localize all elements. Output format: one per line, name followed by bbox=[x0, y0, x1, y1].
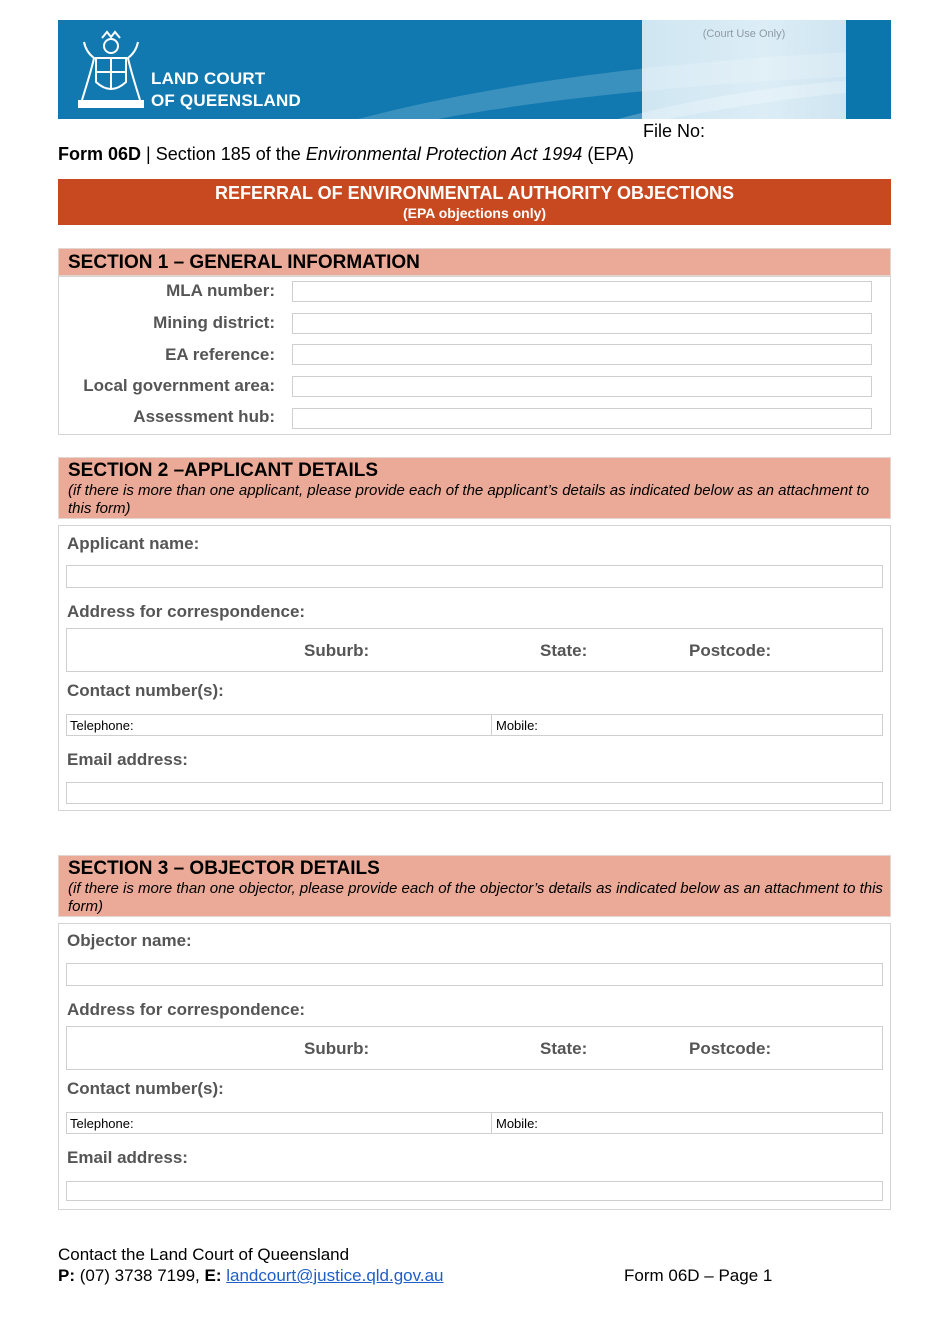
objector-address-label: Address for correspondence: bbox=[67, 1000, 306, 1019]
objector-name-label: Objector name: bbox=[67, 931, 192, 950]
form-code: Form 06D bbox=[58, 144, 142, 164]
court-use-label: (Court Use Only) bbox=[702, 28, 786, 40]
email-prefix: E: bbox=[204, 1266, 222, 1285]
court-name-line1: LAND COURT bbox=[151, 69, 266, 88]
objector-postcode-label: Postcode: bbox=[689, 1039, 772, 1058]
section1-title: SECTION 1 – GENERAL INFORMATION bbox=[68, 252, 420, 273]
section3-title: SECTION 3 – OBJECTOR DETAILS bbox=[68, 858, 380, 879]
file-no-label: File No: bbox=[643, 121, 706, 141]
phone-divider bbox=[491, 715, 492, 735]
applicant-address-label: Address for correspondence: bbox=[67, 602, 306, 621]
assessment-hub-input[interactable] bbox=[292, 408, 872, 429]
applicant-email-label: Email address: bbox=[67, 750, 188, 769]
footer-contact-line: Contact the Land Court of Queensland bbox=[58, 1245, 350, 1264]
objector-mobile-label[interactable]: Mobile: bbox=[496, 1116, 538, 1131]
objector-phone-row bbox=[66, 1112, 883, 1134]
phone-number: (07) 3738 7199, bbox=[75, 1266, 205, 1285]
act-name: Environmental Protection Act 1994 bbox=[305, 144, 583, 164]
objector-email-input[interactable] bbox=[66, 1181, 883, 1201]
page-number: Form 06D – Page 1 bbox=[624, 1266, 773, 1285]
applicant-suburb-label: Suburb: bbox=[304, 641, 370, 660]
objector-telephone-label[interactable]: Telephone: bbox=[70, 1116, 134, 1131]
section3-note: (if there is more than one objector, please provide each of the objector’s details as indicated below as an attachment to this form) bbox=[68, 880, 883, 915]
applicant-postcode-label: Postcode: bbox=[689, 641, 772, 660]
mining-district-input[interactable] bbox=[292, 313, 872, 334]
header-banner bbox=[58, 20, 891, 119]
applicant-mobile-label[interactable]: Mobile: bbox=[496, 718, 538, 733]
assessment-hub-label: Assessment hub: bbox=[133, 407, 275, 426]
section2-heading bbox=[58, 457, 891, 519]
coat-of-arms-icon bbox=[72, 28, 150, 112]
applicant-contact-label: Contact number(s): bbox=[67, 681, 224, 700]
mining-district-label: Mining district: bbox=[153, 313, 275, 332]
footer-contact-details bbox=[58, 1266, 444, 1286]
section2-title: SECTION 2 –APPLICANT DETAILS bbox=[68, 460, 379, 481]
applicant-address-field[interactable] bbox=[66, 628, 883, 672]
applicant-phone-row bbox=[66, 714, 883, 736]
applicant-name-input[interactable] bbox=[66, 565, 883, 588]
email-link[interactable]: landcourt@justice.qld.gov.au bbox=[226, 1266, 444, 1285]
objector-suburb-label: Suburb: bbox=[304, 1039, 370, 1058]
applicant-state-label: State: bbox=[540, 641, 588, 660]
objector-state-label: State: bbox=[540, 1039, 588, 1058]
form-title: REFERRAL OF ENVIRONMENTAL AUTHORITY OBJECTIONS bbox=[214, 183, 735, 203]
local-government-area-label: Local government area: bbox=[83, 376, 275, 395]
section3-heading bbox=[58, 855, 891, 917]
section1-heading bbox=[58, 248, 891, 276]
form-subtitle: (EPA objections only) bbox=[402, 205, 547, 221]
phone-prefix: P: bbox=[58, 1266, 75, 1285]
section2-note: (if there is more than one applicant, please provide each of the applicant’s details as indicated below as an attachment to this form) bbox=[68, 482, 870, 517]
mla-number-label: MLA number: bbox=[166, 281, 275, 300]
form-section-text: | Section 185 of the bbox=[141, 144, 306, 164]
court-name-logo bbox=[151, 68, 301, 112]
act-abbrev: (EPA) bbox=[582, 144, 634, 164]
court-name-line2: OF QUEENSLAND bbox=[151, 91, 301, 110]
ea-reference-input[interactable] bbox=[292, 344, 872, 365]
objector-email-label: Email address: bbox=[67, 1148, 188, 1167]
applicant-telephone-label[interactable]: Telephone: bbox=[70, 718, 134, 733]
applicant-name-label: Applicant name: bbox=[67, 534, 200, 553]
ea-reference-label: EA reference: bbox=[165, 345, 275, 364]
mla-number-input[interactable] bbox=[292, 281, 872, 302]
banner-right-edge bbox=[846, 20, 891, 119]
phone-divider bbox=[491, 1113, 492, 1133]
applicant-email-input[interactable] bbox=[66, 782, 883, 804]
objector-contact-label: Contact number(s): bbox=[67, 1079, 224, 1098]
form-reference bbox=[58, 144, 634, 165]
objector-name-input[interactable] bbox=[66, 963, 883, 986]
objector-address-field[interactable] bbox=[66, 1026, 883, 1070]
form-title-bar bbox=[58, 179, 891, 225]
local-government-area-input[interactable] bbox=[292, 376, 872, 397]
